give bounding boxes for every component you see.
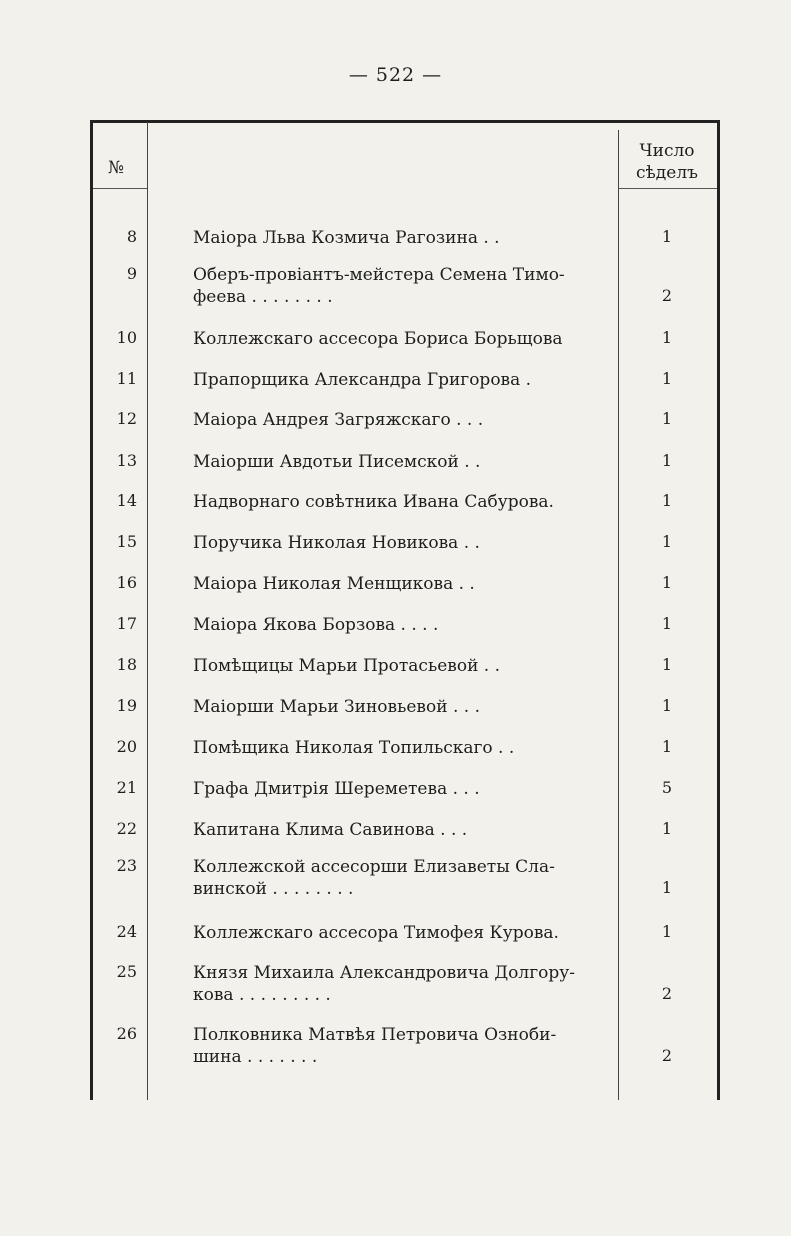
row-name bbox=[193, 369, 683, 391]
row-number: 24 bbox=[116, 922, 137, 941]
row-count: 1 bbox=[661, 655, 673, 674]
row-name-line: Оберъ-провіантъ-мейстера Семена Тимо- bbox=[193, 265, 565, 285]
row-name bbox=[193, 227, 683, 249]
count-header-line-2: сѣделъ bbox=[636, 163, 698, 183]
table-top-rule bbox=[90, 120, 720, 123]
row-count: 1 bbox=[661, 878, 673, 897]
row-count: 1 bbox=[661, 369, 673, 388]
row-count: 1 bbox=[661, 328, 673, 347]
row-count: 1 bbox=[661, 491, 673, 510]
row-name bbox=[193, 264, 683, 308]
row-name bbox=[193, 778, 683, 800]
row-count: 1 bbox=[661, 614, 673, 633]
row-count: 1 bbox=[661, 451, 673, 470]
row-number: 11 bbox=[116, 369, 137, 388]
row-count: 5 bbox=[661, 778, 673, 797]
row-number: 21 bbox=[116, 778, 137, 797]
row-number: 9 bbox=[126, 264, 137, 283]
row-name-line: Надворнаго совѣтника Ивана Сабурова. bbox=[193, 492, 554, 512]
row-name-line: кова . . . . . . . . . bbox=[193, 985, 331, 1005]
row-name-line: Маіорши Авдотьи Писемской . . bbox=[193, 452, 481, 472]
row-count: 1 bbox=[661, 573, 673, 592]
row-number: 17 bbox=[116, 614, 137, 633]
page-number: — 522 — bbox=[348, 64, 443, 86]
row-count: 1 bbox=[661, 227, 673, 246]
row-name-line: Помѣщицы Марьи Протасьевой . . bbox=[193, 656, 501, 676]
row-name bbox=[193, 737, 683, 759]
row-name bbox=[193, 856, 683, 900]
row-count: 2 bbox=[661, 984, 673, 1003]
row-name bbox=[193, 491, 683, 513]
row-name bbox=[193, 328, 683, 350]
row-name bbox=[193, 655, 683, 677]
row-number: 23 bbox=[116, 856, 137, 875]
row-number: 16 bbox=[116, 573, 137, 592]
row-name bbox=[193, 696, 683, 718]
row-name bbox=[193, 819, 683, 841]
number-column-header: № bbox=[108, 158, 125, 178]
row-name-line: Маіора Якова Борзова . . . . bbox=[193, 615, 439, 635]
row-name-line: Помѣщика Николая Топильскаго . . bbox=[193, 738, 515, 758]
row-name-line: Капитана Клима Савинова . . . bbox=[193, 820, 468, 840]
header-rule-number bbox=[93, 188, 147, 189]
row-count: 1 bbox=[661, 922, 673, 941]
row-name-line: Князя Михаила Александровича Долгору- bbox=[193, 963, 575, 983]
row-name bbox=[193, 614, 683, 636]
row-count: 2 bbox=[661, 286, 673, 305]
row-name bbox=[193, 532, 683, 554]
row-name bbox=[193, 573, 683, 595]
row-name bbox=[193, 451, 683, 473]
row-number: 20 bbox=[116, 737, 137, 756]
row-name-line: шина . . . . . . . bbox=[193, 1047, 318, 1067]
count-header-line-1: Число bbox=[639, 141, 695, 161]
row-number: 10 bbox=[116, 328, 137, 347]
row-count: 1 bbox=[661, 532, 673, 551]
row-number: 19 bbox=[116, 696, 137, 715]
column-divider-number bbox=[147, 122, 148, 1100]
row-number: 15 bbox=[116, 532, 137, 551]
row-name-line: Маіорши Марьи Зиновьевой . . . bbox=[193, 697, 480, 717]
row-name-line: Прапорщика Александра Григорова . bbox=[193, 370, 532, 390]
row-number: 13 bbox=[116, 451, 137, 470]
row-name bbox=[193, 922, 683, 944]
row-number: 18 bbox=[116, 655, 137, 674]
row-number: 12 bbox=[116, 409, 137, 428]
row-name-line: Коллежскаго ассесора Тимофея Курова. bbox=[193, 923, 559, 943]
row-number: 25 bbox=[116, 962, 137, 981]
row-name-line: Маіора Льва Козмича Рагозина . . bbox=[193, 228, 500, 248]
row-number: 14 bbox=[116, 491, 137, 510]
row-count: 1 bbox=[661, 409, 673, 428]
row-number: 22 bbox=[116, 819, 137, 838]
row-name-line: Коллежской ассесорши Елизаветы Сла- bbox=[193, 857, 555, 877]
row-count: 1 bbox=[661, 737, 673, 756]
row-number: 26 bbox=[116, 1024, 137, 1043]
header-rule-count bbox=[618, 188, 717, 189]
table-right-rule bbox=[717, 122, 720, 1100]
row-name bbox=[193, 409, 683, 431]
row-name-line: винской . . . . . . . . bbox=[193, 879, 354, 899]
row-name-line: феева . . . . . . . . bbox=[193, 287, 333, 307]
row-count: 2 bbox=[661, 1046, 673, 1065]
row-name bbox=[193, 962, 683, 1006]
row-name bbox=[193, 1024, 683, 1068]
row-name-line: Маіора Николая Менщикова . . bbox=[193, 574, 475, 594]
row-count: 1 bbox=[661, 696, 673, 715]
row-count: 1 bbox=[661, 819, 673, 838]
count-column-header bbox=[618, 140, 716, 184]
row-name-line: Поручика Николая Новикова . . bbox=[193, 533, 480, 553]
row-number: 8 bbox=[126, 227, 137, 246]
row-name-line: Коллежскаго ассесора Бориса Борьщова bbox=[193, 329, 563, 349]
row-name-line: Полковника Матвѣя Петровича Озноби- bbox=[193, 1025, 557, 1045]
row-name-line: Графа Дмитрія Шереметева . . . bbox=[193, 779, 480, 799]
row-name-line: Маіора Андрея Загряжскаго . . . bbox=[193, 410, 484, 430]
